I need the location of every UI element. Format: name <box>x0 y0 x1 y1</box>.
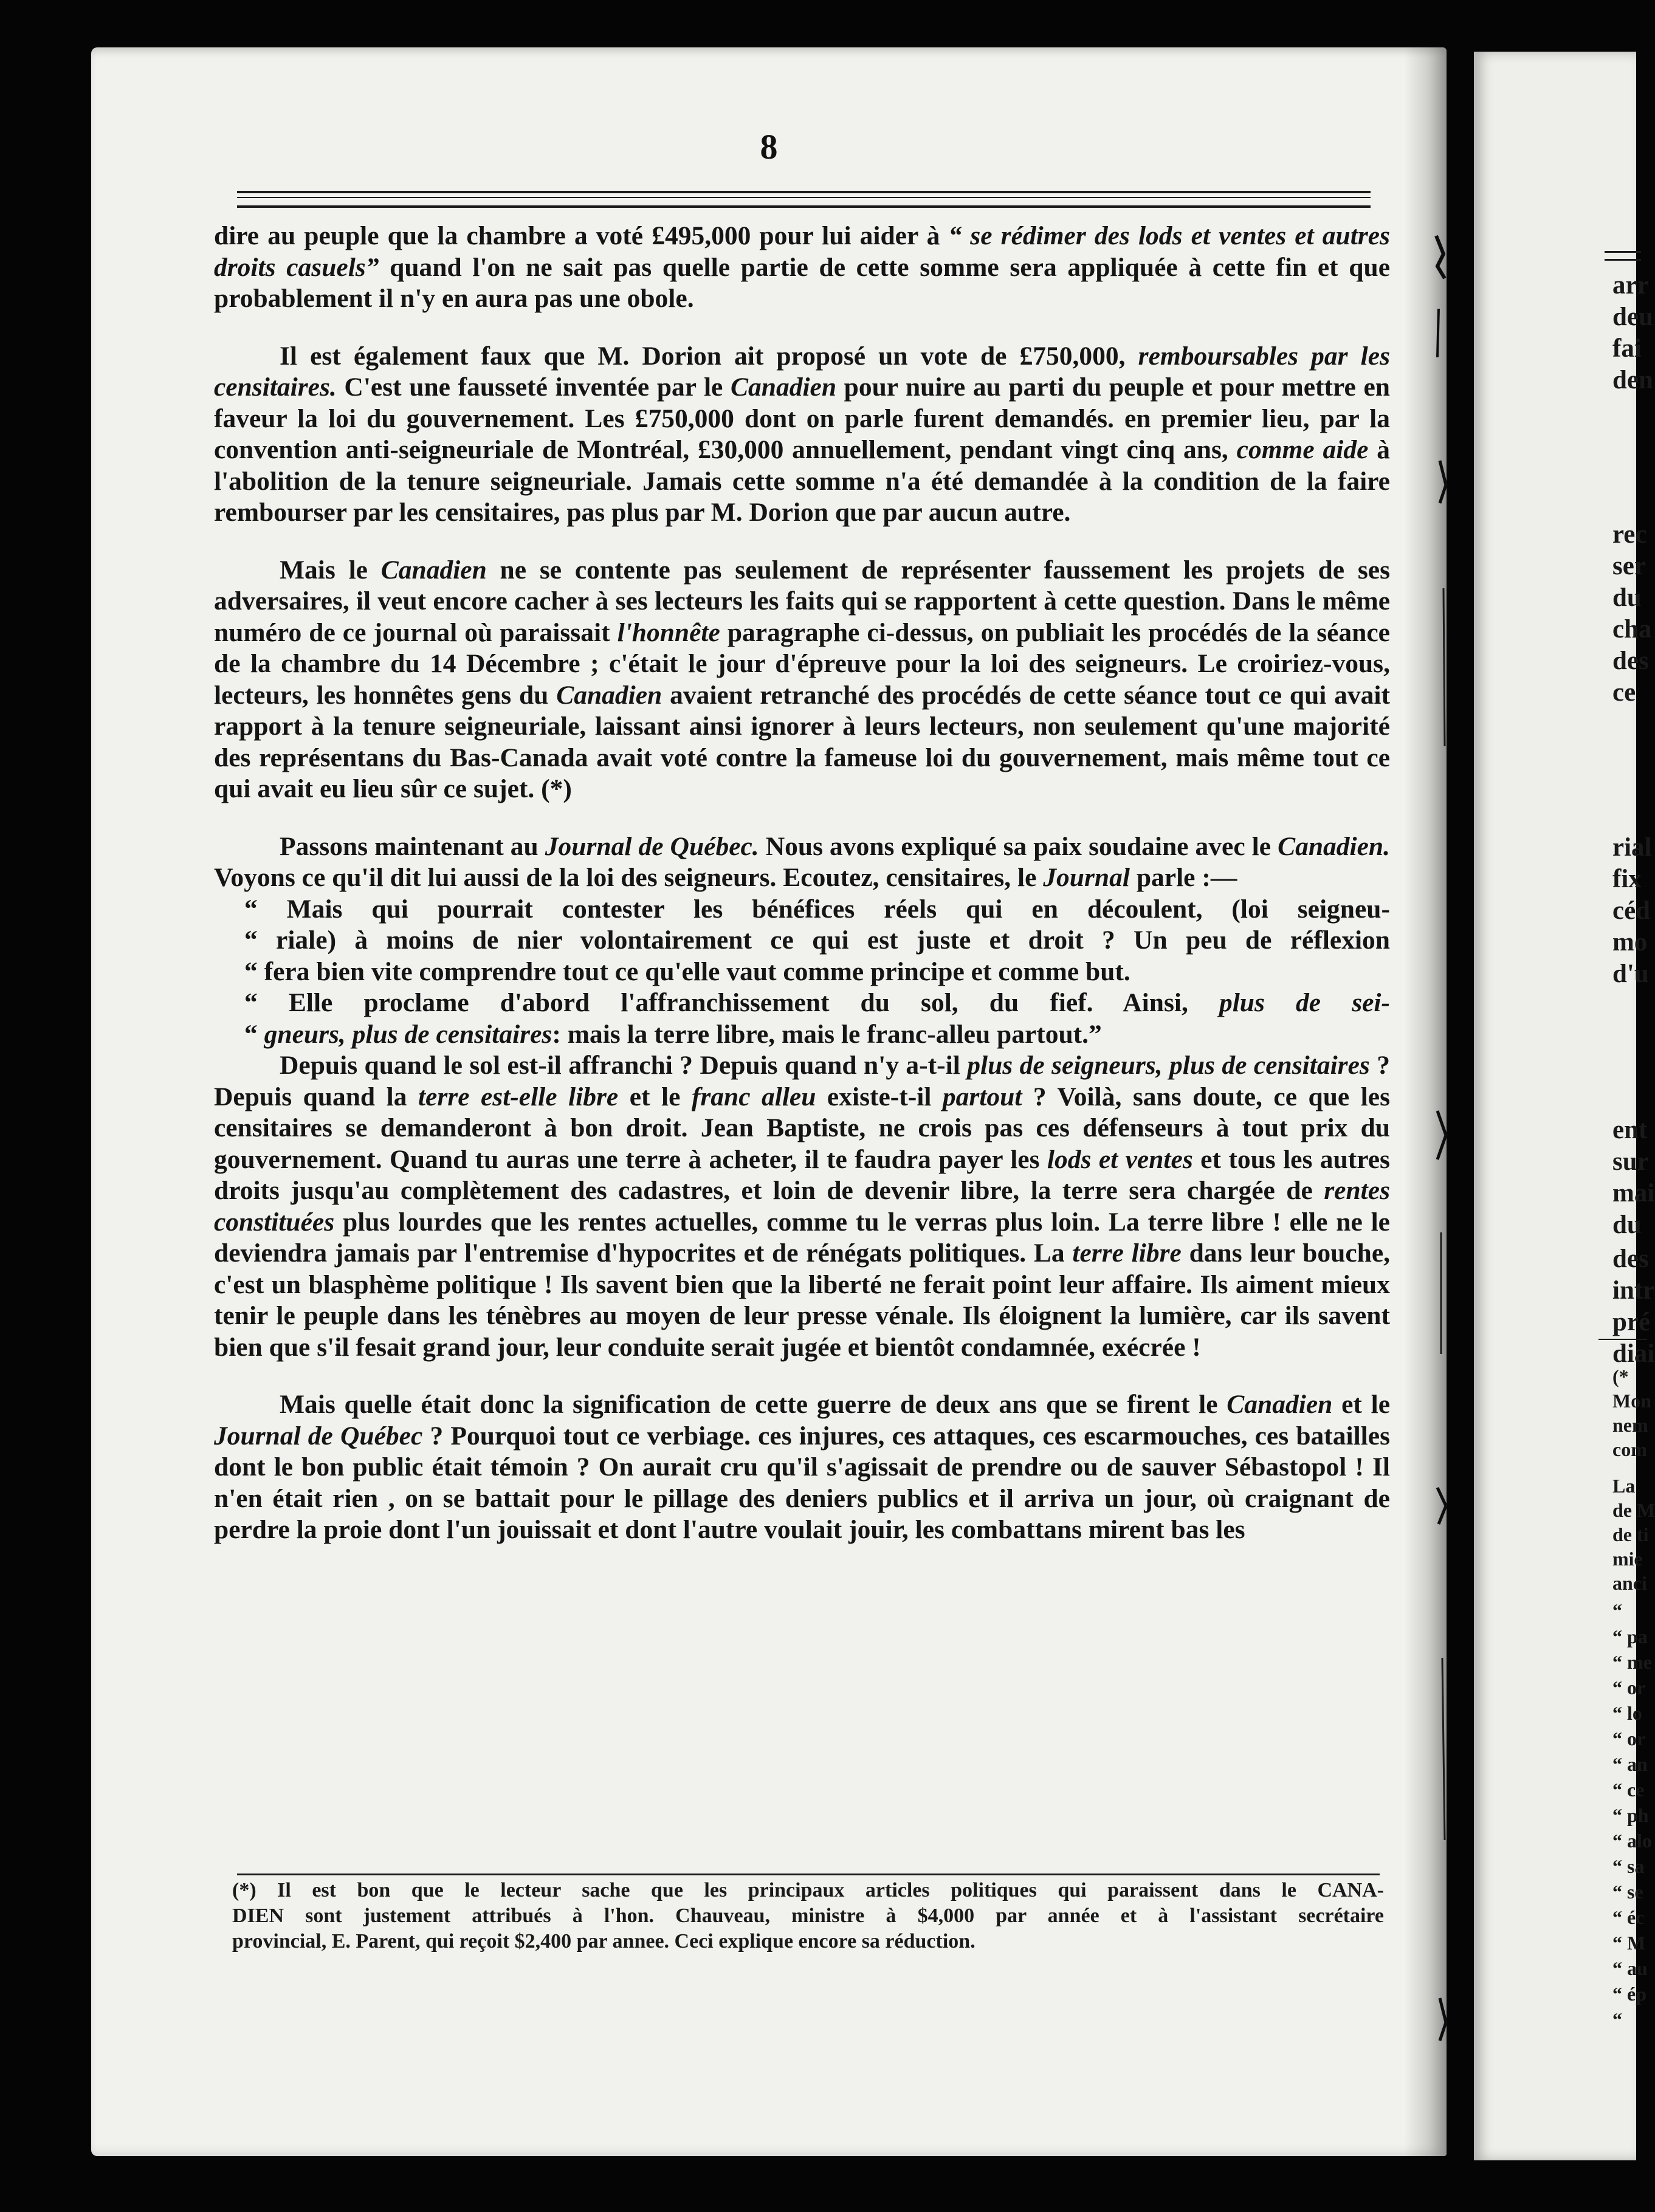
text-run: ? Pourquoi tout ce verbiage. ces injures, ces attaques, ces escarmouches, ces batailles dont le bon public était témoin ? On aurait cru qu'il s'agissait de prendre ou de sauver Sébastopol ! Il n'en était rien , on se battait pour le pillage des deniers publics et il arriva un jour, où craignant de perdre la proie dont l'un jouissait et dont l'autre voulait jouir, les combattans mirent bas les <box>214 1421 1390 1544</box>
text-run: “ Elle proclame d'abord l'affranchissement du sol, du fief. Ainsi, <box>244 988 1219 1017</box>
text-run: avaient retranché des procédés de cette séance tout ce qui avait rapport à la tenure seigneuriale, laissant ainsi ignorer à leurs lecteurs, non seulement qu'une majorité des représentans du Bas-Canada avait voté contre la fameuse loi du gouvernement, mais même tout ce qui avait eu lieu sûr ce sujet. (*) <box>214 680 1390 803</box>
adjacent-fragment-rial: rial <box>1612 833 1652 862</box>
italic-text: plus de sei- <box>1219 988 1391 1017</box>
adjacent-fragment-du1: du <box>1612 583 1642 612</box>
italic-text: franc alleu <box>691 1082 816 1111</box>
adjacent-header-rule <box>1605 251 1641 261</box>
text-run: : mais la terre libre, mais le franc-alleu partout.” <box>552 1019 1102 1049</box>
italic-text: lods et ventes <box>1047 1144 1193 1174</box>
italic-text: Canadien <box>730 373 837 402</box>
quote-line <box>244 987 1390 1019</box>
italic-text: partout <box>942 1082 1022 1111</box>
italic-text: Journal <box>1043 863 1130 892</box>
adjacent-page <box>1474 52 1655 2160</box>
adjacent-fragment-intr: intr <box>1612 1276 1655 1305</box>
text-run: à l'abolition de la tenure seigneuriale. Jamais cette somme n'a été demandée à la condition de la faire rembourser par les censitaires, pas plus par M. Dorion que par aucun autre. <box>214 435 1390 527</box>
quote-line: “ Mais qui pourrait contester les bénéfices réels qui en découlent, (loi seigneu- <box>244 894 1390 924</box>
footnote-line: (*) Il est bon que le lecteur sache que les principaux articles politiques qui paraissent dans le CANA- <box>232 1879 1384 1901</box>
text-run: existe-t-il <box>816 1082 943 1111</box>
adjacent-fragment-star: (* <box>1612 1365 1629 1387</box>
paragraph <box>214 1389 1390 1546</box>
block-quote <box>214 987 1390 1050</box>
adjacent-fragment-ser: ser <box>1612 552 1646 580</box>
text-run: paragraphe ci-dessus, on publiait les procédés de la séance de la chambre du 14 Décembre ; c'était le jour d'épreuve pour la loi des seigneurs. Le croiriez-vous, lecteurs, les honnêtes gens du <box>214 617 1390 710</box>
adjacent-fragment-deu: deu <box>1612 303 1653 331</box>
adjacent-fragment-al: “ alo <box>1612 1830 1652 1852</box>
main-text <box>214 221 1390 1546</box>
text-run: Mais quelle était donc la signification de cette guerre de deux ans que se firent le <box>280 1390 1227 1419</box>
italic-text: terre est-elle libre <box>418 1082 619 1111</box>
italic-text: rentes constituées <box>214 1176 1390 1237</box>
adjacent-fragment-au: “ au <box>1612 1957 1648 1979</box>
adjacent-fragment-q2: “ <box>1612 2008 1622 2030</box>
italic-text: Canadien <box>380 555 487 585</box>
text-run: pour nuire au parti du peuple et pour mettre en faveur la loi du gouvernement. Les £750,000 dont on parle furent demandés. en premier lieu, par la convention anti-seigneuriale de Montréal, £30,000 annuellement, pendant vingt cinq ans, <box>214 373 1390 464</box>
footnote <box>232 1878 1384 1954</box>
italic-text: Canadien <box>1227 1390 1333 1419</box>
block-quote <box>214 894 1390 988</box>
adjacent-fragment-mon: Mon <box>1612 1390 1651 1412</box>
adjacent-fragment-du2: du <box>1612 1211 1642 1239</box>
adjacent-fragment-ced: céd <box>1612 896 1651 925</box>
adjacent-fragment-lo: “ lo <box>1612 1702 1642 1724</box>
adjacent-fragment-ce: ce <box>1612 678 1636 707</box>
footnote-line: provincial, E. Parent, qui reçoit $2,400 par annee. Ceci explique encore sa réduction. <box>232 1930 975 1953</box>
adjacent-fragment-sa: “ sa <box>1612 1855 1645 1877</box>
adjacent-fragment-fai: fai <box>1612 334 1642 363</box>
text-run: Nous avons expliqué sa paix soudaine avec le <box>759 831 1278 861</box>
adjacent-fragment-mai: mai <box>1612 1179 1655 1207</box>
italic-text: comme aide <box>1236 435 1369 464</box>
adjacent-fragment-arr: arr <box>1612 271 1649 300</box>
page-edge-shadow <box>1404 47 1447 2156</box>
adjacent-fragment-com: com <box>1612 1438 1647 1460</box>
adjacent-fragment-pa: “ pa <box>1612 1626 1648 1647</box>
adjacent-fragment-me: “ me <box>1612 1651 1652 1673</box>
adjacent-fragment-or2: “ or <box>1612 1728 1646 1750</box>
text-run: Voyons ce qu'il dit lui aussi de la loi des seigneurs. Ecoutez, censitaires, le <box>214 863 1044 892</box>
text-run: dans leur bouche, c'est un blasphème politique ! Ils savent bien que la liberté ne ferait point leur affaire. Ils aiment mieux tenir le peuple dans les ténèbres au moyen de leur presse vénale. Ils éloignent la lumière, car ils savent bien que s'il fesait grand jour, leur conduite serait jugée et bientôt condamnée, exécrée ! <box>214 1238 1390 1362</box>
adjacent-fragment-dem: de M <box>1612 1499 1655 1521</box>
header-rule <box>237 191 1371 208</box>
text-run: et le <box>1332 1390 1390 1419</box>
adjacent-fragment-nem: nem <box>1612 1414 1648 1436</box>
quote-line: “ fera bien vite comprendre tout ce qu'elle vaut comme principe et comme but. <box>244 957 1130 986</box>
adjacent-fragment-mo: mo <box>1612 928 1648 957</box>
italic-text: remboursables par les censitaires. <box>214 341 1390 402</box>
paragraph <box>214 555 1390 805</box>
adjacent-fragment-or1: “ or <box>1612 1677 1646 1698</box>
italic-text: Canadien <box>556 680 662 710</box>
text-run: Passons maintenant au <box>280 831 545 861</box>
text-run: “ <box>244 1019 264 1049</box>
italic-text: terre libre <box>1072 1238 1182 1268</box>
adjacent-fragment-sur: sur <box>1612 1147 1649 1176</box>
adjacent-fragment-m: “ M <box>1612 1932 1646 1954</box>
document-page <box>91 47 1447 2156</box>
adjacent-fragment-q1: “ <box>1612 1599 1622 1621</box>
adjacent-fragment-ent: ent <box>1612 1116 1648 1144</box>
adjacent-fragment-ec: “ éc <box>1612 1906 1645 1928</box>
italic-text: plus de seigneurs, plus de censitaires <box>967 1051 1370 1080</box>
text-run: ne se contente pas seulement de représenter faussement les projets de ses adversaires, il veut encore cacher à ses lecteurs les faits qui se rapportent à cette question. Dans le même numéro de ce journal où paraissait <box>214 555 1391 647</box>
text-run: ? Voilà, sans doute, ce que les censitaires se demanderont à bon droit. Jean Baptiste, ne crois pas ces défenseurs à tout prix du gouvernement. Quand tu auras une terre à acheter, il te faudra payer les <box>214 1082 1391 1174</box>
adjacent-fragment-pre: pré <box>1612 1308 1651 1336</box>
italic-text: Canadien. <box>1278 831 1390 861</box>
adjacent-fragment-des2: des <box>1612 1245 1649 1273</box>
adjacent-fragment-dun: d'u <box>1612 960 1649 988</box>
quote-line <box>244 1019 1390 1051</box>
text-run: Mais le <box>280 555 381 585</box>
text-run: et le <box>618 1082 692 1111</box>
quote-line: “ riale) à moins de nier volontairement ce qui est juste et droit ? Un peu de réflexion <box>244 926 1390 955</box>
adjacent-fragment-det: de ti <box>1612 1523 1649 1545</box>
text-run: ? Depuis quand la <box>214 1051 1391 1111</box>
italic-text: l'honnête <box>617 617 720 647</box>
adjacent-fragment-cha: cha <box>1612 615 1652 644</box>
paragraph <box>214 341 1390 529</box>
adjacent-fragment-den: den <box>1612 366 1653 394</box>
italic-text: “ se rédimer des lods et ventes et autres droits casuels” <box>214 221 1390 282</box>
page-number: 8 <box>760 127 778 167</box>
text-run: dire au peuple que la chambre a voté £495,000 pour lui aider à <box>214 221 949 250</box>
adjacent-fragment-ph: “ ph <box>1612 1804 1649 1826</box>
italic-text: Journal de Québec. <box>545 831 759 861</box>
text-run: parle :— <box>1129 863 1237 892</box>
adjacent-fragment-mie: mie <box>1612 1548 1643 1570</box>
italic-text: gneurs, plus de censitaires <box>264 1019 552 1049</box>
adjacent-fragment-des1: des <box>1612 647 1649 675</box>
adjacent-fragment-diai: diai <box>1612 1339 1655 1368</box>
adjacent-fragment-an: “ an <box>1612 1753 1648 1775</box>
paragraph <box>214 831 1390 894</box>
text-run: plus lourdes que les rentes actuelles, comme tu le verras plus loin. La terre libre ! elle ne le deviendra jamais par l'entremise d'hypocrites et de rénégats politiques. La <box>214 1207 1390 1268</box>
adjacent-fragment-fix: fix <box>1612 865 1642 893</box>
paragraph <box>214 1050 1390 1363</box>
text-run: Depuis quand le sol est-il affranchi ? Depuis quand n'y a-t-il <box>280 1051 968 1080</box>
adjacent-fragment-ep: “ ép <box>1612 1983 1646 2005</box>
text-run: C'est une fausseté inventée par le <box>336 373 731 402</box>
adjacent-fragment-ce2: “ ce <box>1612 1779 1645 1801</box>
text-run: et tous les autres droits jusqu'au complètement des cadastres, et loin de devenir libre, la terre sera chargée de <box>214 1144 1390 1205</box>
footnote-line: DIEN sont justement attribués à l'hon. Chauveau, ministre à $4,000 par année et à l'assistant secrétaire <box>232 1905 1384 1927</box>
text-run: quand l'on ne sait pas quelle partie de cette somme sera appliquée à cette fin et que probablement il n'y en aura pas une obole. <box>214 252 1390 313</box>
adjacent-fragment-la: La <box>1612 1475 1636 1497</box>
footnote-rule <box>237 1874 1380 1875</box>
adjacent-fragment-se: “ se <box>1612 1881 1643 1903</box>
text-run: Il est également faux que M. Dorion ait proposé un vote de £750,000, <box>280 341 1138 371</box>
paragraph <box>214 221 1390 315</box>
italic-text: Journal de Québec <box>214 1421 423 1451</box>
adjacent-fragment-anc: anci <box>1612 1572 1647 1594</box>
adjacent-fragment-rec: rec <box>1612 520 1647 549</box>
